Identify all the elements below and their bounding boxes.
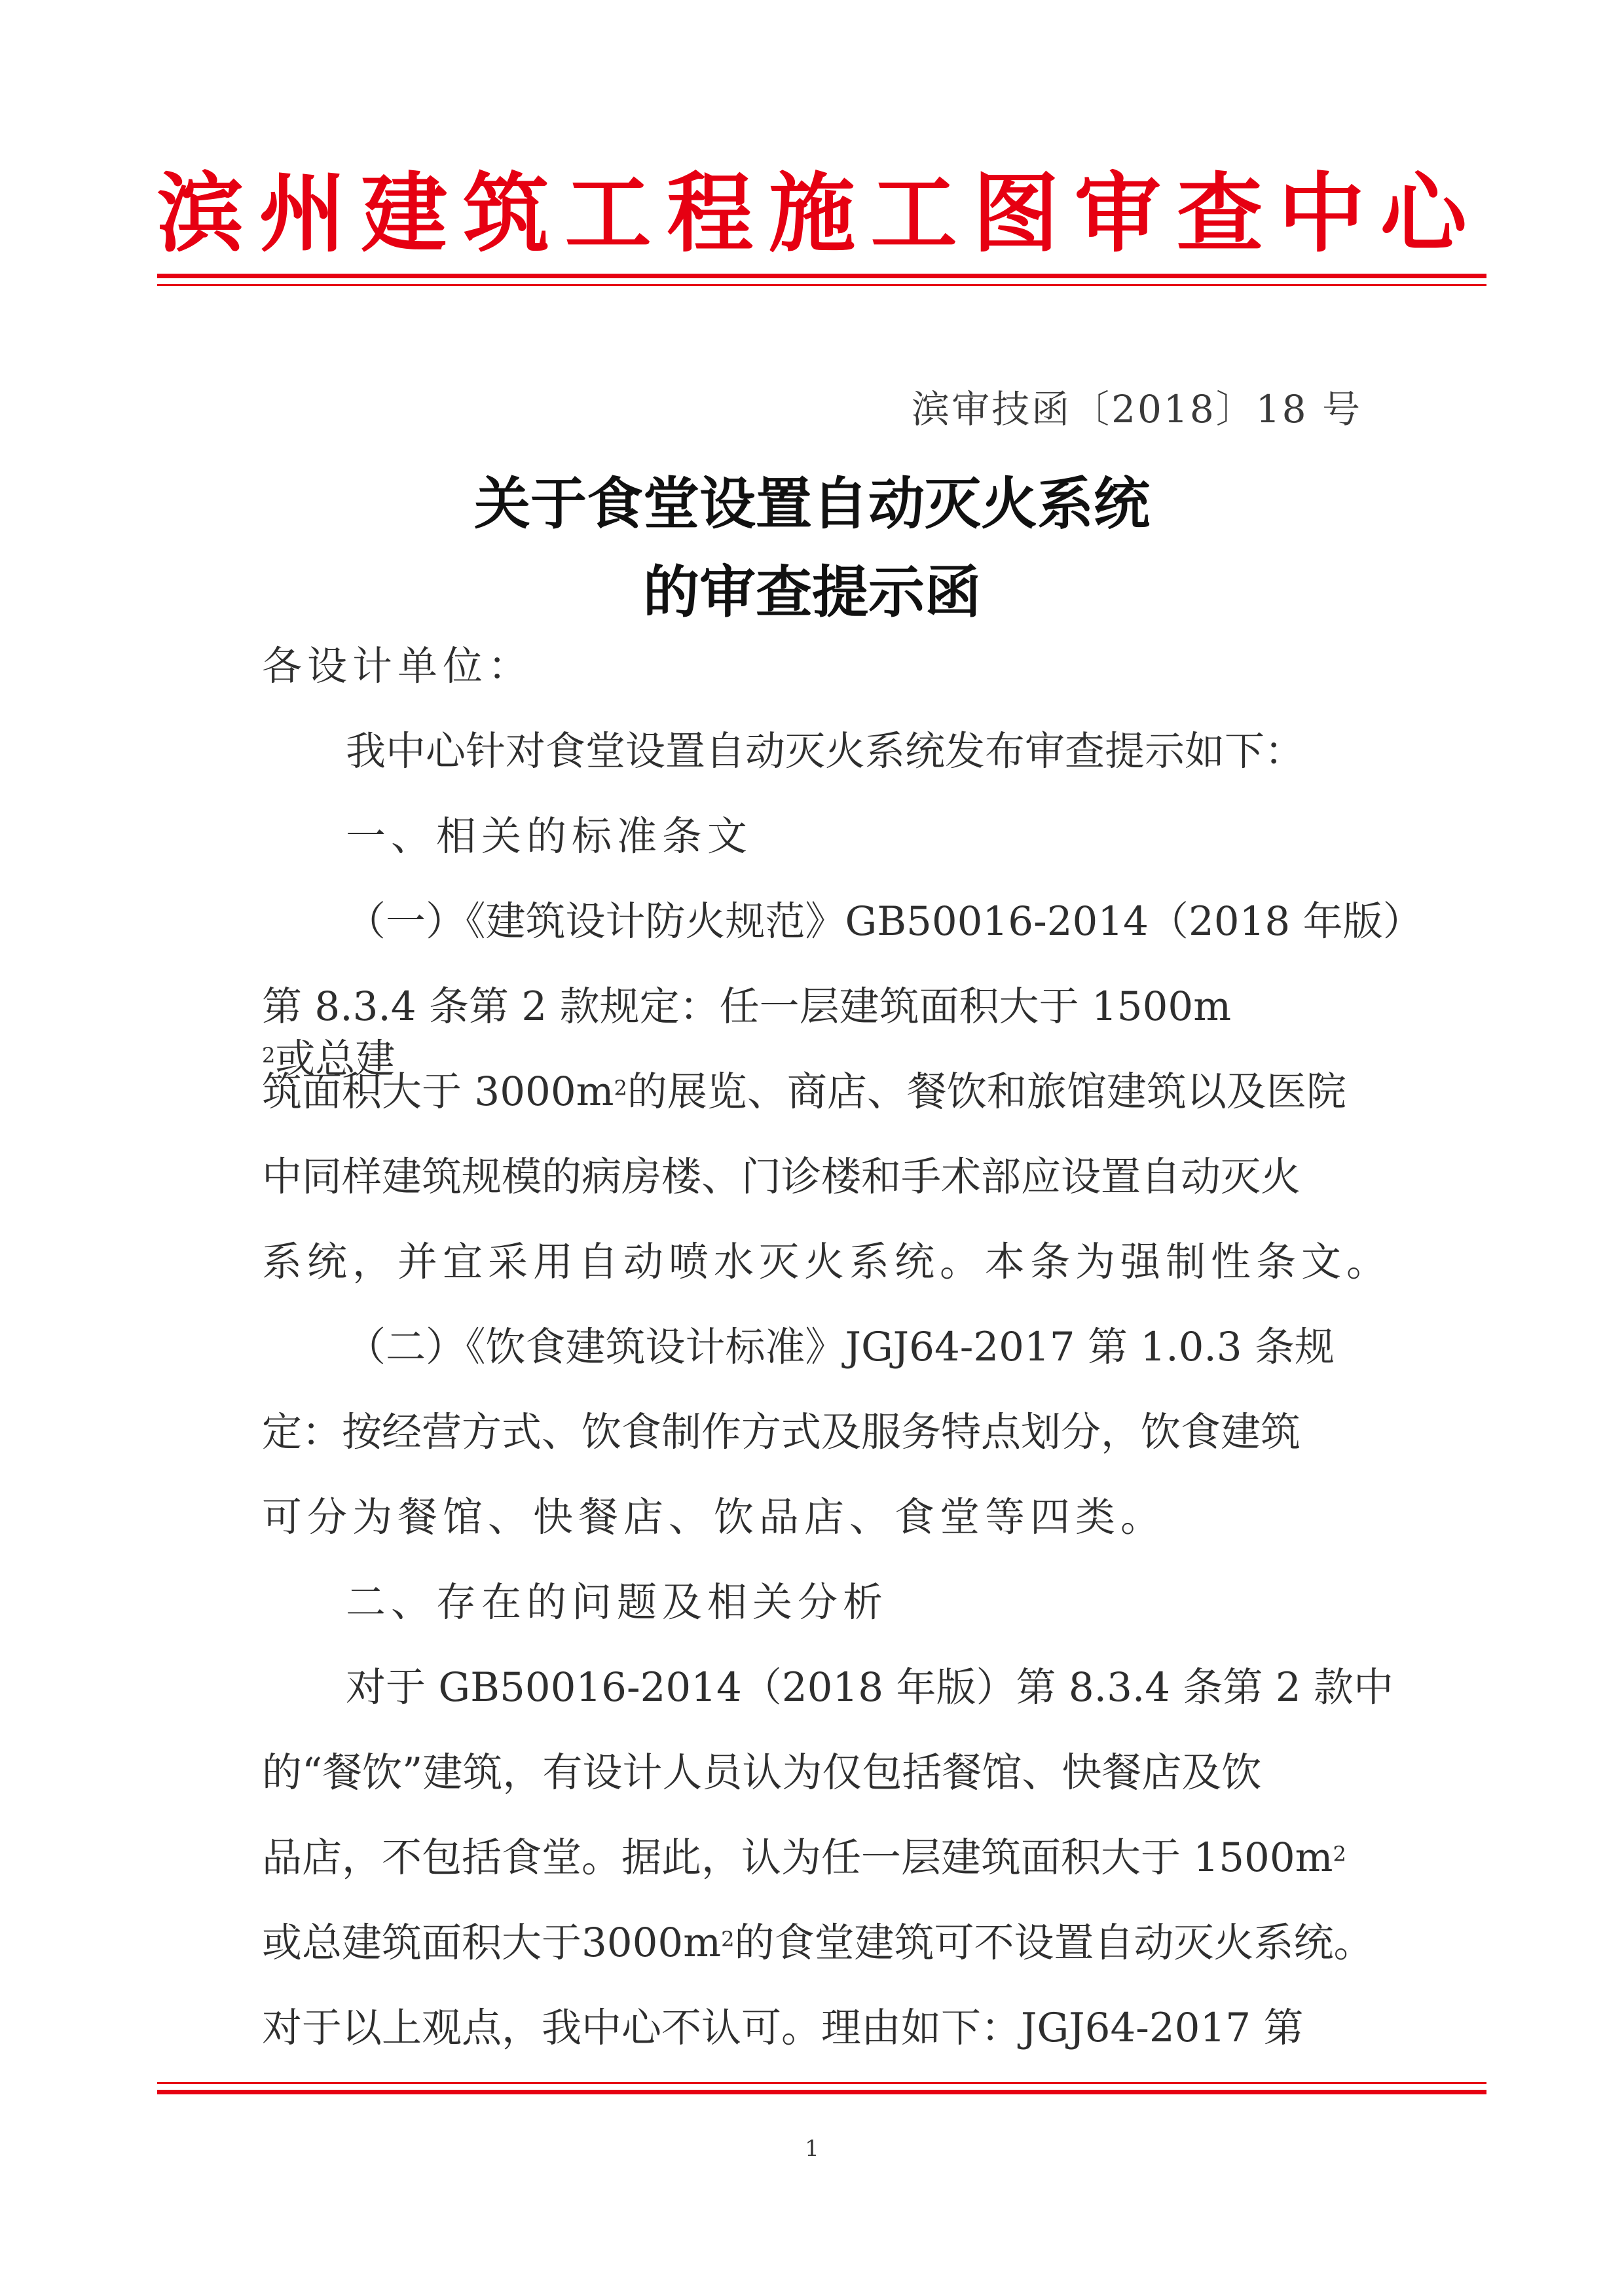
paragraph-3-line-1: 对于 GB50016-2014（2018 年版）第 8.3.4 条第 2 款中: [346, 1664, 1394, 1711]
document-title-line-2: 的审查提示函: [643, 560, 981, 625]
paragraph-3-line-5: 对于以上观点，我中心不认可。理由如下：JGJ64-2017 第: [262, 2005, 1304, 2051]
paragraph-1-line-5: 系统，并宜采用自动喷水灭火系统。本条为强制性条文。: [262, 1239, 1392, 1285]
paragraph-3-line-3: 品店，不包括食堂。据此，认为任一层建筑面积大于 $1500m^2$: [262, 1834, 1346, 1881]
footer-rule-thin: [157, 2082, 1486, 2084]
header-rule-thick: [157, 274, 1486, 278]
letterhead-char: 建: [361, 163, 448, 264]
paragraph-3-line-2: 的“餐饮”建筑，有设计人员认为仅包括餐馆、快餐店及饮: [262, 1749, 1262, 1796]
salutation: 各设计单位：: [262, 643, 534, 689]
letterhead-org-name: [157, 157, 1467, 264]
letterhead-char: 程: [667, 163, 754, 264]
paragraph-3-line-4: 或总建筑面积大于$3000m^2$的食堂建筑可不设置自动灭火系统。: [262, 1920, 1374, 1966]
paragraph-1-line-1: （一）《建筑设计防火规范》GB50016-2014（2018 年版）: [346, 898, 1423, 945]
letterhead-char: 滨: [157, 163, 244, 264]
intro-line: 我中心针对食堂设置自动灭火系统发布审查提示如下：: [346, 728, 1305, 774]
letterhead-char: 州: [259, 163, 346, 264]
section-1-heading: 一、相关的标准条文: [346, 813, 753, 860]
document-number: 滨审技函〔2018〕18 号: [912, 387, 1362, 431]
paragraph-2-line-2: 定：按经营方式、饮食制作方式及服务特点划分，饮食建筑: [262, 1409, 1301, 1455]
letterhead-char: 工: [870, 163, 957, 264]
paragraph-1-line-2: 第 8.3.4 条第 2 款规定：任一层建筑面积大于 1500m $^2$或总建: [262, 983, 1232, 1082]
paragraph-1-line-4: 中同样建筑规模的病房楼、门诊楼和手术部应设置自动灭火: [262, 1154, 1301, 1200]
paragraph-1-line-3: 筑面积大于 $3000m^2$的展览、商店、餐饮和旅馆建筑以及医院: [262, 1068, 1346, 1115]
letterhead-char: 工: [564, 163, 652, 264]
section-2-heading: 二、存在的问题及相关分析: [346, 1579, 889, 1626]
letterhead-char: 施: [768, 163, 855, 264]
letterhead-char: 查: [1176, 163, 1263, 264]
document-title-line-1: 关于食堂设置自动灭火系统: [474, 471, 1150, 537]
footer-rule-thick: [157, 2090, 1486, 2094]
paragraph-2-line-1: （二）《饮食建筑设计标准》JGJ64-2017 第 1.0.3 条规: [346, 1324, 1335, 1370]
paragraph-2-line-3: 可分为餐馆、快餐店、饮品店、食堂等四类。: [262, 1494, 1166, 1540]
letterhead-char: 中: [1278, 163, 1365, 264]
letterhead-char: 图: [972, 163, 1060, 264]
letterhead-char: 审: [1074, 163, 1161, 264]
page-number: 1: [805, 2136, 819, 2162]
letterhead-char: 筑: [462, 163, 549, 264]
header-rule-thin: [157, 284, 1486, 286]
letterhead-char: 心: [1380, 163, 1467, 264]
